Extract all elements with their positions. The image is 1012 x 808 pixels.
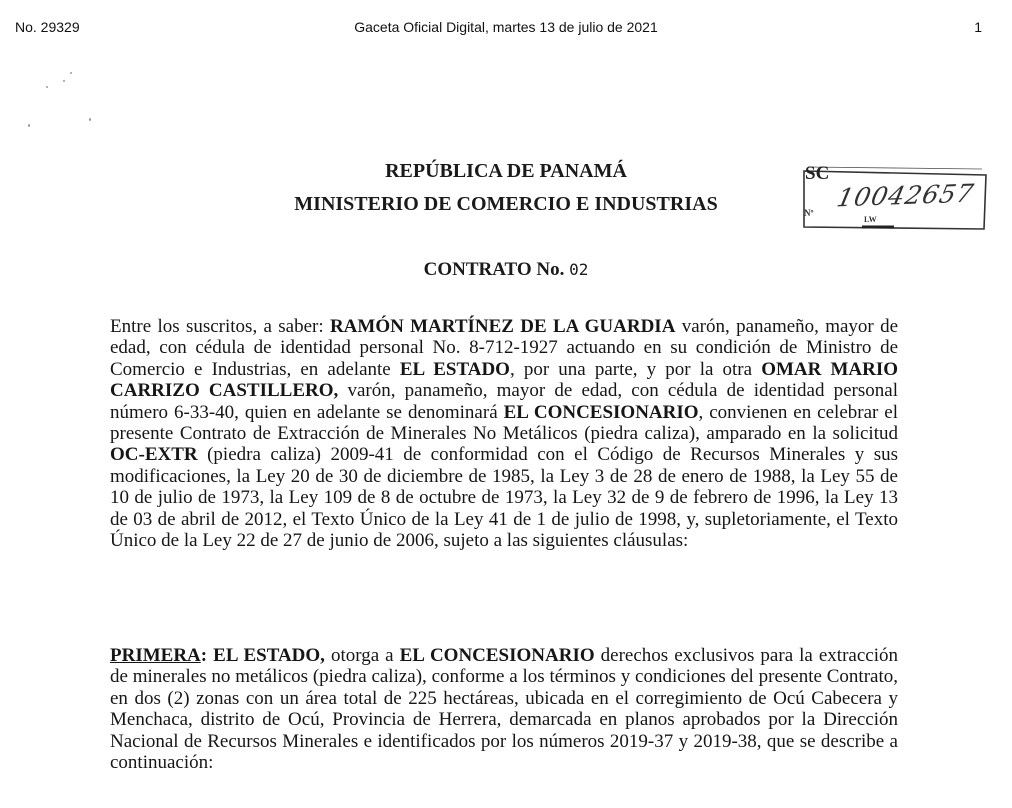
- p1-el-concesionario: EL CONCESIONARIO: [503, 401, 699, 423]
- p1-concessionaire-name: OMAR MARIO CARRIZO CASTILLERO,: [110, 358, 899, 402]
- p1-text-6: (piedra caliza) 2009-41 de conformidad con el Código de Recursos Minerales y sus modificaciones, la Ley 20 de 30 de diciembre de 1985, la Ley 3 de 28 de enero de 1988, la Ley 55 de 10 de julio de 1973, la Ley 109 de 8 de octubre de 1973, la Ley 32 de 9 de febrero de 1996, la Ley 13 de 03 de abril de 2012, el Texto Único de la Ley 41 de 1 de julio de 1998, y, supletoriamente, el Texto Único de la Ley 22 de 27 de junio de 2006, sujeto a las siguientes cláusulas:: [110, 444, 898, 552]
- clause-colon: :: [200, 645, 208, 666]
- contract-label: CONTRATO No.: [423, 259, 565, 280]
- ministry-heading: MINISTERIO DE COMERCIO E INDUSTRIAS: [294, 193, 718, 215]
- scan-speck: [70, 72, 72, 74]
- contract-number: 02: [569, 260, 589, 279]
- p1-el-estado: EL ESTADO: [399, 358, 510, 380]
- stamp-fragment: LW: [864, 215, 877, 224]
- p2-el-concesionario: EL CONCESIONARIO: [399, 645, 595, 666]
- p2-el-estado: EL ESTADO,: [213, 645, 325, 666]
- p1-minister-name: RAMÓN MARTÍNEZ DE LA GUARDIA: [329, 316, 676, 337]
- republic-heading: REPÚBLICA DE PANAMÁ: [385, 160, 627, 182]
- registry-stamp: [802, 163, 988, 233]
- p1-request-code: OC-EXTR: [110, 444, 198, 466]
- scan-speck: [46, 86, 48, 88]
- scan-speck: [28, 124, 30, 127]
- clause-primera: [110, 645, 898, 773]
- p1-text-3: , por una parte, y por la otra: [509, 358, 762, 380]
- clause-label: PRIMERA: [110, 645, 201, 666]
- stamp-code: SC: [805, 163, 830, 184]
- p1-text-5: , convienen en celebrar el presente Contrato de Extracción de Minerales No Metálicos (piedra caliza), amparado en la solicitud: [110, 401, 899, 445]
- p1-text-2: varón, panameño, mayor de edad, con cédula de identidad personal No. 8-712-1927 actuando en su condición de Ministro de Comercio e Industrias, en adelante: [110, 316, 898, 380]
- gazette-title: Gaceta Oficial Digital, martes 13 de julio de 2021: [354, 19, 658, 35]
- stamp-mark: Nº: [804, 208, 814, 218]
- p2-text-2: derechos exclusivos para la extracción de minerales no metálicos (piedra caliza), conforme a los términos y condiciones del presente Contrato, en dos (2) zonas con un área total de 225 hectáreas, ubicada en el corregimiento de Ocú Cabecera y Menchaca, distrito de Ocú, Provincia de Herrera, demarcada en planos aprobados por la Dirección Nacional de Recursos Minerales e identificados por los números 2019-37 y 2019-38, que se describe a continuación:: [110, 645, 898, 774]
- gazette-issue-number: No. 29329: [15, 19, 80, 35]
- p2-text-1: otorga a: [324, 645, 400, 666]
- page-number: 1: [974, 19, 982, 35]
- contract-title: [0, 259, 1012, 281]
- handwritten-number: 10042657: [834, 178, 977, 213]
- scan-speck: [89, 118, 91, 121]
- scan-speck: [63, 80, 65, 82]
- p1-text-1: Entre los suscritos, a saber:: [110, 316, 330, 337]
- p1-text-4: varón, panameño, mayor de edad, con cédula de identidad personal número 6-33-40, quien en adelante se denominará: [110, 380, 898, 423]
- preamble-paragraph: [110, 316, 898, 551]
